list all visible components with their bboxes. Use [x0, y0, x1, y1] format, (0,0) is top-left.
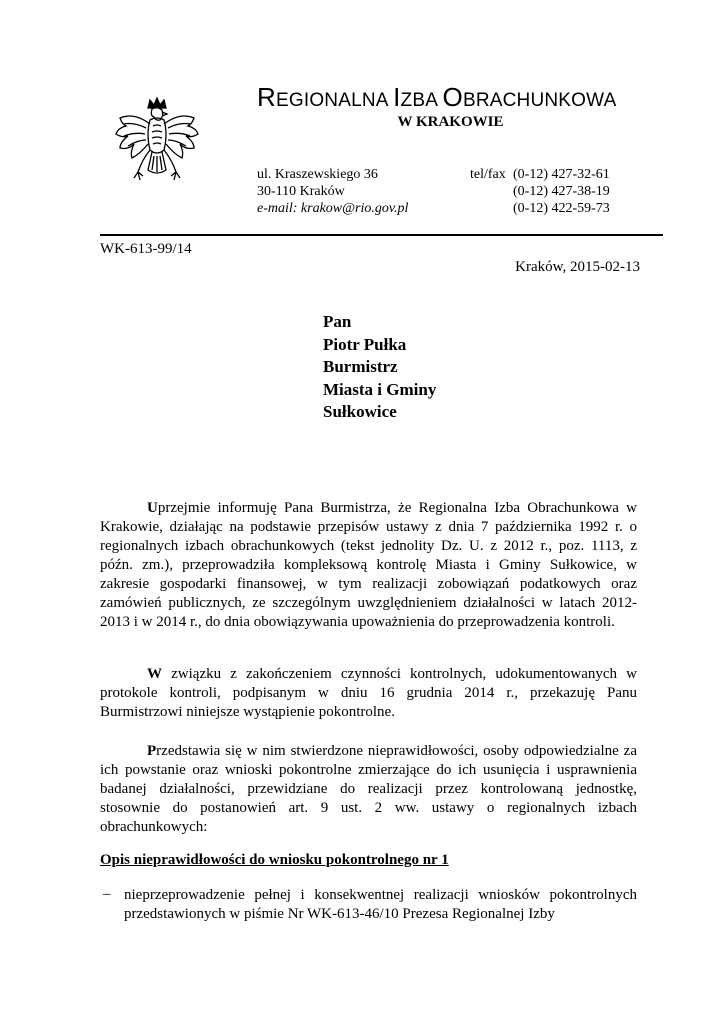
- institution-word-3: BRACHUNKOWA: [462, 90, 617, 111]
- tel-label: tel/fax: [470, 167, 506, 182]
- letter-date: Kraków, 2015-02-13: [515, 259, 640, 275]
- phone-numbers: [513, 166, 610, 217]
- institution-word-2: ZBA: [400, 90, 443, 111]
- institution-city: W KRAKOWIE: [397, 114, 504, 130]
- recipient-salutation: Pan: [323, 312, 352, 331]
- paragraph-2-text: związku z zakończeniem czynności kontrolnych, udokumentowanych w protokole kontroli, podpisanym w dniu 16 grudnia 2014 r., przekazuję Panu Burmistrzowi niniejsze wystąpienie pokontrolne.: [100, 666, 641, 720]
- institution-initial-2: I: [393, 82, 401, 112]
- paragraph-2-initial: W: [147, 666, 162, 682]
- recipient-office: Miasta i Gminy: [323, 379, 437, 399]
- institution-initial-1: R: [257, 82, 276, 112]
- paragraph-1: [100, 499, 637, 632]
- phone-3: (0-12) 422-59-73: [513, 201, 610, 216]
- phone-1: (0-12) 427-32-61: [513, 167, 610, 182]
- paragraph-3: [100, 742, 637, 837]
- phone-2: (0-12) 427-38-19: [513, 184, 610, 199]
- paragraph-3-initial: P: [147, 743, 157, 759]
- recipient-block: [323, 311, 436, 424]
- paragraph-1-text: przejmie informuję Pana Burmistrza, że Regionalna Izba Obrachunkowa w Krakowie, działając na podstawie przepisów ustawy z dnia 7 października 1992 r. o regionalnych izbach obrachunkowych (tekst jednolity Dz. U. z 2012 r., poz. 1113, z późn. zm.), przeprowadziła kompleksową kontrolę Miasta i Gminy Sułkowice, w zakresie gospodarki finansowej, w tym realizacji zobowiązań podatkowych oraz zamówień publicznych, ze szczególnym uwzględnieniem działalności w latach 2012-2013 i w 2014 r., do dnia obowiązywania upoważnienia do przeprowadzenia kontroli.: [100, 500, 637, 630]
- paragraph-1-initial: U: [147, 500, 158, 516]
- paragraph-2: [100, 665, 641, 722]
- header-divider: [100, 234, 663, 236]
- bullet-dash: –: [103, 886, 111, 902]
- section-heading: Opis nieprawidłowości do wniosku pokontrolnego nr 1: [100, 852, 449, 868]
- institution-word-1: EGIONALNA: [275, 90, 394, 111]
- polish-eagle-emblem-icon: [112, 94, 202, 194]
- address-street: ul. Kraszewskiego 36: [257, 167, 378, 182]
- recipient-town: Sułkowice: [323, 402, 397, 421]
- bullet-item: nieprzeprowadzenie pełnej i konsekwentnej realizacji wniosków pokontrolnych przedstawionych w piśmie Nr WK-613-46/10 Prezesa Regionalnej Izby: [124, 887, 637, 922]
- institution-name: [257, 82, 616, 113]
- reference-number: WK-613-99/14: [100, 241, 192, 257]
- address-block: [257, 166, 408, 217]
- recipient-title: Burmistrz: [323, 357, 398, 376]
- address-postal: 30-110 Kraków: [257, 184, 345, 199]
- email-link[interactable]: e-mail: krakow@rio.gov.pl: [257, 201, 409, 216]
- paragraph-3-text: rzedstawia się w nim stwierdzone nieprawidłowości, osoby odpowiedzialne za ich powstanie oraz wnioski pokontrolne zmierzające do ich usunięcia i usprawnienia badanej działalności, przewidziane do realizacji przez kontrolowaną jednostkę, stosownie do postanowień art. 9 ust. 2 ww. ustawy o regionalnych izbach obrachunkowych:: [100, 743, 637, 835]
- institution-initial-3: O: [442, 82, 463, 112]
- recipient-name: Piotr Pułka: [323, 334, 407, 354]
